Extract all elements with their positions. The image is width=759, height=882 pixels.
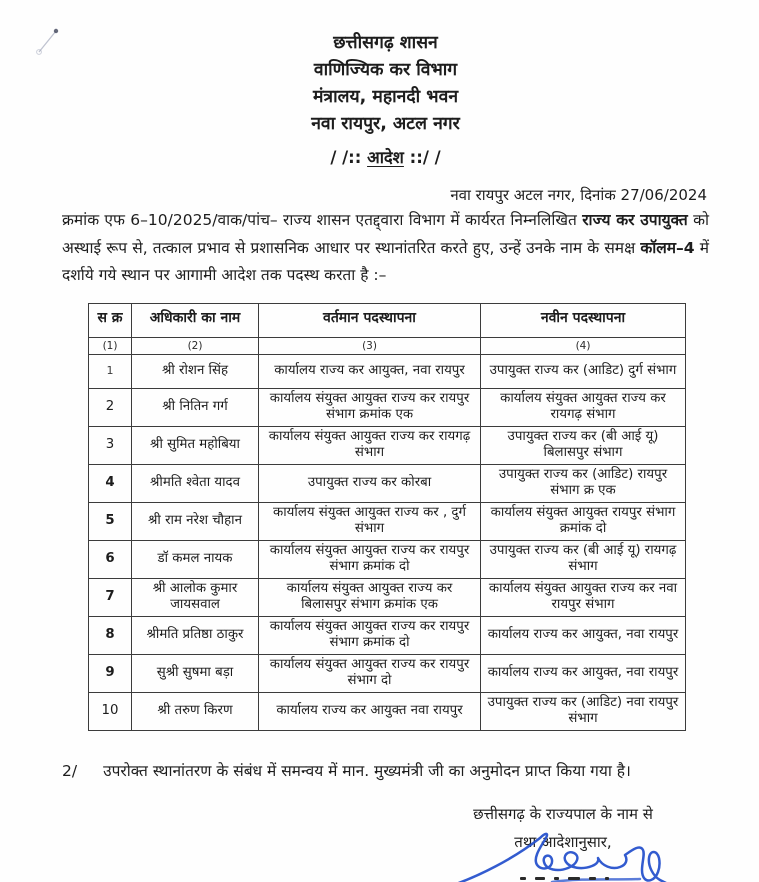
cell-serial: 10 (89, 692, 132, 730)
table-row (89, 354, 686, 388)
signature-scribble (452, 832, 684, 882)
order-number-text: क्रमांक एफ 6–10/2025/वाक/पांच– राज्य शासन एतद्द्वारा विभाग में कार्यरत निम्नलिखित (62, 211, 583, 229)
govt-name: छत्तीसगढ़ शासन (333, 33, 438, 53)
cell-new: कार्यालय संयुक्त आयुक्त राज्य कर रायगढ़ संभाग (481, 388, 686, 426)
header-current-posting: वर्तमान पदस्थापना (259, 303, 481, 337)
approval-text: उपरोक्त स्थानांतरण के संबंध में समन्वय में मान. मुख्यमंत्री जी का अनुमोदन प्राप्त किया गया है। (103, 762, 631, 780)
department-name: वाणिज्यिक कर विभाग (313, 60, 458, 80)
order-heading-prefix: / /:: (330, 148, 368, 167)
cell-serial: 5 (89, 502, 132, 540)
cell-serial: 2 (89, 388, 132, 426)
as-per-order: तथा आदेशानुसार, (514, 833, 612, 851)
cell-current: कार्यालय संयुक्त आयुक्त राज्य कर रायपुर संभाग क्रमांक दो (259, 540, 481, 578)
table-row (89, 578, 686, 616)
table-header-row (89, 303, 686, 337)
cell-serial: 4 (89, 464, 132, 502)
column-number-row: (1) (2) (3) (4) (89, 337, 686, 354)
cell-current: कार्यालय संयुक्त आयुक्त राज्य कर बिलासपुर संभाग क्रमांक एक (259, 578, 481, 616)
cell-officer: डॉ कमल नायक (132, 540, 259, 578)
bold-column-ref: कॉलम–4 (640, 238, 695, 257)
cell-new: कार्यालय संयुक्त आयुक्त रायपुर संभाग क्रमांक दो (481, 502, 686, 540)
table-row (89, 464, 686, 502)
cell-officer: श्रीमति श्वेता यादव (132, 464, 259, 502)
table-row (89, 692, 686, 730)
cell-new: कार्यालय संयुक्त आयुक्त राज्य कर नवा रायपुर संभाग (481, 578, 686, 616)
table-row (89, 540, 686, 578)
bold-designation: राज्य कर उपायुक्त (582, 211, 688, 229)
city-line: नवा रायपुर, अटल नगर (311, 114, 460, 134)
table-row (89, 654, 686, 692)
cell-officer: श्री राम नरेश चौहान (132, 502, 259, 540)
ministry-building: मंत्रालय, महानदी भवन (312, 87, 459, 107)
cell-serial: 8 (89, 616, 132, 654)
cell-officer: श्री आलोक कुमार जायसवाल (132, 578, 259, 616)
table-row (89, 388, 686, 426)
table-row (89, 426, 686, 464)
cutoff-typed-name-marks (520, 877, 650, 881)
header-serial: स क्र (89, 303, 132, 337)
cell-serial: 3 (89, 426, 132, 464)
cell-new: उपायुक्त राज्य कर (आडिट) दुर्ग संभाग (481, 354, 686, 388)
pen-corner-mark-icon (35, 26, 63, 58)
cell-officer: श्री नितिन गर्ग (132, 388, 259, 426)
cell-new: उपायुक्त राज्य कर (बी आई यू) बिलासपुर संभाग (481, 426, 686, 464)
letterhead (62, 30, 709, 138)
header-new-posting: नवीन पदस्थापना (481, 303, 686, 337)
date-line: नवा रायपुर अटल नगर, दिनांक 27/06/2024 (450, 186, 707, 204)
cell-officer: श्री रोशन सिंह (132, 354, 259, 388)
cell-current: कार्यालय संयुक्त आयुक्त राज्य कर रायपुर संभाग क्रमांक दो (259, 616, 481, 654)
table-row (89, 502, 686, 540)
cell-new: कार्यालय राज्य कर आयुक्त, नवा रायपुर (481, 616, 686, 654)
transfer-table (88, 303, 686, 731)
cell-current: कार्यालय संयुक्त आयुक्त राज्य कर रायपुर संभाग क्रमांक एक (259, 388, 481, 426)
table-row (89, 616, 686, 654)
order-paragraph: क्रमांक एफ 6–10/2025/वाक/पांच– राज्य शासन एतद्द्वारा विभाग में कार्यरत निम्नलिखित राज्य कर उपायुक्त को अस्थाई रूप से, तत्काल प्रभाव से प्रशासनिक आधार पर स्थानांतरित करते हुए, उन्हें उनके नाम के समक्ष कॉलम–4 में दर्शाये गये स्थान पर आगामी आदेश तक पदस्थ करता है :– (62, 211, 709, 284)
cell-officer: श्री सुमित महोबिया (132, 426, 259, 464)
cell-current: कार्यालय संयुक्त आयुक्त राज्य कर रायगढ़ संभाग (259, 426, 481, 464)
order-heading-suffix: ::/ / (403, 148, 441, 167)
cell-current: उपायुक्त राज्य कर कोरबा (259, 464, 481, 502)
cell-officer: सुश्री सुषमा बड़ा (132, 654, 259, 692)
order-heading (62, 145, 709, 168)
order-heading-word: आदेश (367, 148, 404, 167)
approval-paragraph (62, 757, 707, 785)
by-order-of-governor: छत्तीसगढ़ के राज्यपाल के नाम से (473, 805, 653, 823)
cell-current: कार्यालय संयुक्त आयुक्त राज्य कर , दुर्ग संभाग (259, 502, 481, 540)
cell-serial: 6 (89, 540, 132, 578)
cell-new: उपायुक्त राज्य कर (आडिट) रायपुर संभाग क्र एक (481, 464, 686, 502)
cell-current: कार्यालय राज्य कर आयुक्त नवा रायपुर (259, 692, 481, 730)
cell-serial: 7 (89, 578, 132, 616)
cell-new: उपायुक्त राज्य कर (बी आई यू) रायगढ़ संभाग (481, 540, 686, 578)
cell-new: कार्यालय राज्य कर आयुक्त, नवा रायपुर (481, 654, 686, 692)
header-officer-name: अधिकारी का नाम (132, 303, 259, 337)
cell-new: उपायुक्त राज्य कर (आडिट) नवा रायपुर संभाग (481, 692, 686, 730)
paragraph-number: 2/ (62, 762, 78, 780)
cell-current: कार्यालय राज्य कर आयुक्त, नवा रायपुर (259, 354, 481, 388)
cell-serial: 9 (89, 654, 132, 692)
cell-serial: 1 (89, 354, 132, 388)
cell-officer: श्रीमति प्रतिष्ठा ठाकुर (132, 616, 259, 654)
cell-officer: श्री तरुण किरण (132, 692, 259, 730)
cell-current: कार्यालय संयुक्त आयुक्त राज्य कर रायपुर संभाग दो (259, 654, 481, 692)
